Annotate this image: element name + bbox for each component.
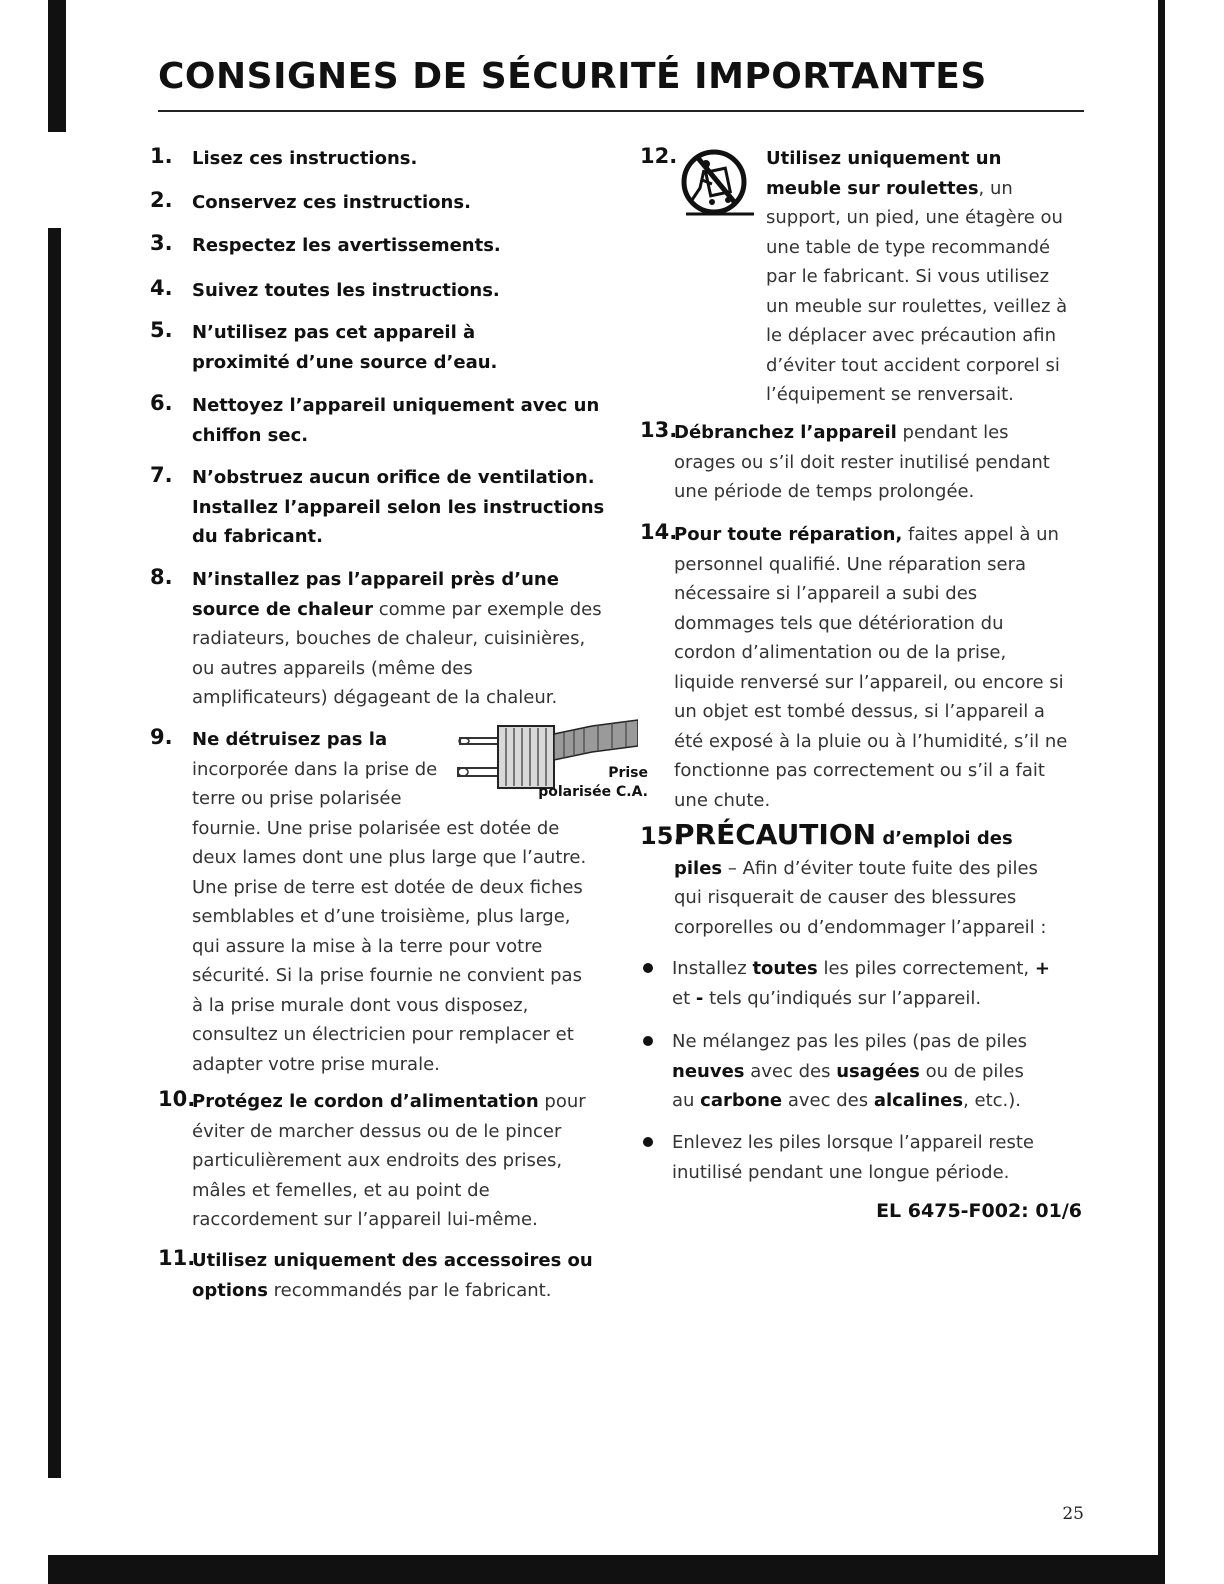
item-text: fournie. Une prise polarisée est dotée de deux lames dont une plus large que l’autre. Une prise de terre est dotée de deux fiches semblables et d’une troisième, plus large, qui assure la mise à la terre pour votre sécurité. Si la prise fournie ne convient pas à la prise murale dont vous disposez, consultez un électricien pour remplacer et adapter votre prise murale. (192, 817, 587, 1075)
instruction-6 (150, 391, 610, 450)
item-number: 10. (158, 1087, 196, 1111)
instruction-1 (150, 144, 610, 174)
item-number: 11. (158, 1246, 196, 1270)
title-divider (158, 110, 1084, 112)
item-number: 5. (150, 318, 173, 342)
plug-caption-line-2: polarisée C.A. (538, 784, 648, 800)
item-number: 9. (150, 725, 173, 749)
item-number: 15. (640, 822, 683, 850)
item-number: 6. (150, 391, 173, 415)
item-bold-text: Débranchez l’appareil (674, 422, 897, 443)
instruction-3 (150, 231, 610, 261)
bullet-text: , etc.). (963, 1090, 1021, 1111)
bullet-bold: alcalines (873, 1090, 964, 1111)
bullet-text: Ne mélangez pas les piles (pas de piles (672, 1031, 1027, 1052)
instruction-2 (150, 188, 610, 218)
list-item (640, 1027, 1070, 1116)
precaution-heading: PRÉCAUTION (674, 818, 877, 851)
bullet-text: tels qu’indiqués sur l’appareil. (703, 987, 982, 1009)
item-number: 1. (150, 144, 173, 168)
bullet-bold: carbone (700, 1090, 783, 1111)
bullet-text: ou de piles au (672, 1060, 1024, 1111)
precaution-heading-rest: d’emploi des (876, 828, 1013, 849)
item-number: 13. (640, 418, 678, 442)
cart-tip-over-warning-icon (678, 144, 758, 224)
list-item (640, 1128, 1070, 1187)
item-text: , un support, un pied, une étagère ou une table de type recommandé par le fabricant. Si vous utilisez un meuble sur roulettes, veillez à le déplacer avec précaution afin d’éviter tout accident corporel si l’équipement se renversait. (766, 177, 1068, 405)
bullet-text: avec des (782, 1090, 874, 1111)
item-number: 14. (640, 520, 678, 544)
instruction-11 (150, 1246, 600, 1305)
scan-edge-left-top (48, 0, 66, 132)
page-title: CONSIGNES DE SÉCURITÉ IMPORTANTES (158, 56, 987, 97)
instruction-10 (150, 1087, 590, 1235)
bullet-dot (643, 1036, 653, 1046)
bullet-bold: neuves (672, 1060, 745, 1082)
item-text: faites appel à un personnel qualifié. Une réparation sera nécessaire si l’appareil a subi des dommages tels que détérioration du cordon d’alimentation ou de la prise, liquide renversé sur l’appareil, ou encore si un objet est tombé dessus, si l’appareil a été exposé à la pluie ou à l’humidité, s’il ne fonctionne pas correctement ou s’il a fait une chute. (674, 524, 1068, 811)
instruction-4 (150, 276, 610, 306)
scan-edge-left (48, 228, 61, 1478)
bullet-text: les piles correctement, (817, 958, 1035, 979)
instruction-8 (150, 565, 610, 713)
item-bold-text: Utilisez uniquement des accessoires ou options (192, 1250, 593, 1301)
item-bold-text: Protégez le cordon d’alimentation (192, 1091, 539, 1112)
instruction-13 (640, 418, 1070, 507)
item-number: 7. (150, 463, 173, 487)
bullet-dot (643, 963, 653, 973)
item-number: 2. (150, 188, 173, 212)
bullet-bold: + (1034, 958, 1050, 979)
item-bold-text: Pour toute réparation, (674, 524, 903, 545)
item-bold-text: Suivez toutes les instructions. (192, 280, 500, 301)
instruction-14 (640, 520, 1070, 815)
bullet-text: Enlevez les piles lorsque l’appareil reste inutilisé pendant une longue période. (672, 1132, 1034, 1183)
item-text: comme par exemple des radiateurs, bouches de chaleur, cuisinières, ou autres appareils (même des amplificateurs) dégageant de la chaleur. (192, 598, 602, 708)
item-text: pendant les orages ou s’il doit rester inutilisé pendant une période de temps prolongée. (674, 422, 1050, 502)
scan-edge-right (1158, 0, 1165, 1584)
plug-caption (498, 764, 648, 802)
list-item (640, 954, 1070, 1013)
item-bold-text: N’installez pas l’appareil près d’une source de chaleur (192, 569, 559, 620)
plug-caption-line-1: Prise (608, 765, 648, 781)
instruction-7 (150, 463, 610, 552)
item-bold-text: N’utilisez pas cet appareil à proximité d’une source d’eau. (192, 322, 498, 373)
item-bold-text: Ne détruisez pas la (192, 729, 388, 750)
scan-edge-bottom (48, 1555, 1165, 1584)
item-text-line: terre ou prise polarisée (192, 788, 402, 809)
item-number: 4. (150, 276, 173, 300)
item-bold-text: Conservez ces instructions. (192, 192, 471, 213)
item-number: 12. (640, 144, 678, 168)
page-number: 25 (1062, 1504, 1084, 1524)
item-bold-text: Utilisez uniquement un meuble sur roulettes (766, 148, 1002, 199)
bullet-bold: toutes (752, 958, 818, 979)
bullet-text: avec des (744, 1060, 837, 1082)
bullet-text: Installez (672, 958, 753, 979)
item-number: 3. (150, 231, 173, 255)
item-text: pour éviter de marcher dessus ou de le pincer particulièrement aux endroits des prises, mâles et femelles, et au point de raccordement sur l’appareil lui-même. (192, 1091, 586, 1230)
item-text-line: incorporée dans la prise de (192, 758, 438, 780)
bullet-dot (643, 1137, 653, 1147)
bullet-bold: usagées (836, 1060, 920, 1082)
item-number: 8. (150, 565, 173, 589)
instruction-5 (150, 318, 550, 377)
item-bold-text: Lisez ces instructions. (192, 148, 418, 169)
reference-code: EL 6475-F002: 01/6 (876, 1200, 1082, 1222)
item-bold-text: Nettoyez l’appareil uniquement avec un chiffon sec. (192, 395, 600, 446)
item-bold-text: piles (674, 857, 723, 879)
item-bold-text: N’obstruez aucun orifice de ventilation. Installez l’appareil selon les instructions du fabricant. (192, 467, 605, 547)
item-text: – Afin d’éviter toute fuite des piles qui risquerait de causer des blessures corporelles ou d’endommager l’appareil : (674, 857, 1047, 938)
instruction-15 (640, 820, 1070, 942)
bullet-text: et (672, 987, 696, 1009)
bullet-bold: - (695, 987, 704, 1009)
item-bold-text: Respectez les avertissements. (192, 235, 501, 256)
item-text: recommandés par le fabricant. (267, 1279, 552, 1301)
